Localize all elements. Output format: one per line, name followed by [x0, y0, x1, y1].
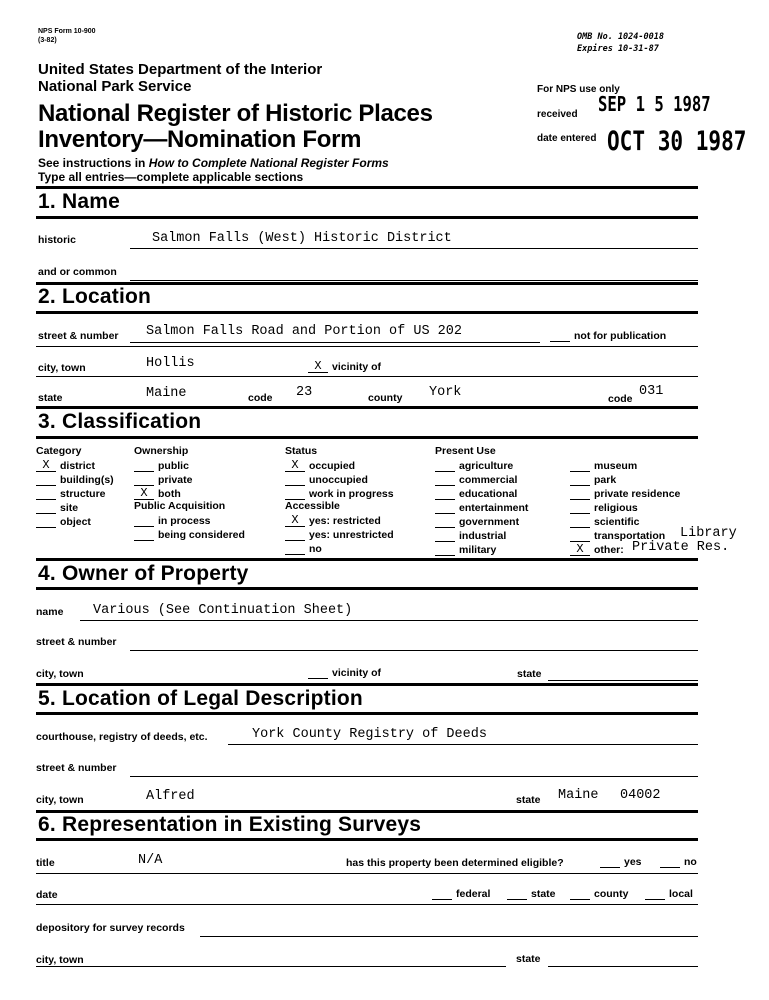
ownership-option[interactable] [134, 472, 192, 486]
survey-date-label: date [36, 889, 58, 901]
present-use-heading: Present Use [435, 445, 496, 457]
acquisition-heading: Public Acquisition [134, 500, 226, 512]
option-label: scientific [594, 516, 640, 528]
checkbox[interactable] [435, 516, 455, 528]
federal-option[interactable] [432, 888, 490, 900]
section-5-title: 5. Location of Legal Description [38, 687, 363, 710]
field-line [36, 346, 698, 347]
checkbox[interactable] [36, 502, 56, 514]
option-label: district [60, 460, 96, 472]
status-option[interactable] [285, 486, 394, 500]
option-label: agriculture [459, 460, 514, 472]
option-label: being considered [158, 529, 245, 541]
checkbox[interactable] [36, 488, 56, 500]
eligible-yes-option[interactable] [600, 856, 642, 868]
accessible-option[interactable] [285, 513, 394, 527]
historic-name-field[interactable]: Salmon Falls (West) Historic District [152, 231, 452, 246]
checkbox[interactable] [36, 516, 56, 528]
option-label: transportation [594, 530, 666, 542]
street-label: street & number [38, 330, 119, 342]
survey-title-label: title [36, 857, 55, 869]
option-label: state [531, 888, 556, 900]
section-1-title: 1. Name [38, 190, 120, 213]
use-option[interactable] [435, 514, 528, 528]
checkbox[interactable] [435, 488, 455, 500]
option-label: yes: unrestricted [309, 529, 394, 541]
option-label: educational [459, 488, 518, 500]
checkbox[interactable]: X [570, 544, 590, 556]
section-divider [36, 311, 698, 314]
other-use-field[interactable]: Private Res. [632, 540, 730, 555]
option-label: local [669, 888, 693, 900]
checkbox[interactable] [645, 888, 665, 900]
field-line [130, 280, 698, 281]
category-option[interactable] [36, 472, 114, 486]
local-option[interactable] [645, 888, 693, 900]
vicinity-label: vicinity of [332, 361, 382, 373]
ownership-options [134, 458, 192, 500]
status-option[interactable] [285, 458, 394, 472]
present-use-options-left [435, 458, 528, 556]
checkbox[interactable] [308, 667, 328, 679]
checkbox[interactable] [134, 515, 154, 527]
depository-label: depository for survey records [36, 922, 185, 934]
option-label: building(s) [60, 474, 114, 486]
field-line [130, 650, 698, 651]
checkbox[interactable] [285, 529, 305, 541]
use-option[interactable] [435, 472, 528, 486]
checkbox[interactable] [435, 530, 455, 542]
field-line [36, 376, 698, 377]
checkbox[interactable] [507, 888, 527, 900]
use-option[interactable] [570, 514, 680, 528]
checkbox[interactable] [285, 543, 305, 555]
nfp-checkbox[interactable] [550, 330, 570, 342]
field-line [200, 936, 698, 937]
nfp-label: not for publication [574, 330, 667, 342]
vicinity-label: vicinity of [332, 667, 382, 679]
option-label: other: [594, 544, 624, 556]
option-label: entertainment [459, 502, 529, 514]
option-label: industrial [459, 530, 507, 542]
option-label: religious [594, 502, 638, 514]
county-label: county [368, 392, 403, 404]
common-name-label: and or common [38, 266, 117, 278]
option-label: federal [456, 888, 491, 900]
acquisition-option[interactable] [134, 527, 245, 541]
checkbox[interactable] [285, 474, 305, 486]
category-option[interactable] [36, 486, 114, 500]
use-option[interactable] [570, 486, 680, 500]
section-divider [36, 216, 698, 219]
section-divider [36, 558, 698, 561]
form-title-line2: Inventory—Nomination Form [38, 126, 362, 153]
legal-street-label: street & number [36, 762, 117, 774]
legal-zip-field[interactable]: 04002 [620, 788, 661, 803]
city-label: city, town [38, 362, 86, 374]
section-divider [36, 587, 698, 590]
county-option[interactable] [570, 888, 628, 900]
option-label: military [459, 544, 497, 556]
ownership-option[interactable] [134, 486, 192, 500]
type-entries-note: Type all entries—complete applicable sections [38, 170, 304, 184]
status-heading: Status [285, 445, 318, 457]
checkbox[interactable] [570, 460, 590, 472]
checkbox[interactable]: X [285, 515, 305, 527]
checkbox[interactable] [570, 488, 590, 500]
owner-vicinity-option[interactable] [308, 667, 381, 679]
code-label: code [248, 392, 273, 404]
status-options [285, 458, 394, 500]
checkbox[interactable] [435, 544, 455, 556]
street-field[interactable]: Salmon Falls Road and Portion of US 202 [146, 324, 462, 339]
date-entered-label: date entered [537, 133, 597, 144]
use-option[interactable] [570, 472, 680, 486]
checkbox[interactable] [435, 460, 455, 472]
accessible-option[interactable] [285, 527, 394, 541]
historic-label: historic [38, 234, 76, 246]
acquisition-option[interactable] [134, 513, 245, 527]
checkbox[interactable] [134, 529, 154, 541]
checkbox[interactable]: X [134, 488, 154, 500]
option-label: government [459, 516, 520, 528]
county-field[interactable]: York [429, 385, 462, 400]
omb-number: OMB No. 1024-0018 [577, 32, 664, 42]
field-line [130, 342, 540, 343]
survey-city-label: city, town [36, 954, 84, 966]
section-3-title: 3. Classification [38, 410, 202, 433]
field-line [80, 620, 698, 621]
section-divider [36, 683, 698, 686]
section-divider [36, 436, 698, 439]
option-label: structure [60, 488, 106, 500]
field-line [548, 966, 698, 967]
field-line [36, 873, 698, 874]
option-label: park [594, 474, 617, 486]
checkbox[interactable] [570, 516, 590, 528]
checkbox[interactable] [432, 888, 452, 900]
use-option[interactable] [435, 486, 528, 500]
checkbox[interactable] [285, 488, 305, 500]
nps-use-label: For NPS use only [537, 84, 620, 95]
checkbox[interactable] [660, 856, 680, 868]
county-code-field[interactable]: 031 [639, 384, 664, 399]
not-for-publication-option[interactable] [550, 330, 666, 342]
category-option[interactable] [36, 458, 114, 472]
category-heading: Category [36, 445, 82, 457]
use-option[interactable] [435, 528, 528, 542]
option-label: no [684, 856, 697, 868]
state-field[interactable]: Maine [146, 386, 187, 401]
option-label: object [60, 516, 91, 528]
field-line [36, 966, 506, 967]
option-label: museum [594, 460, 638, 472]
checkbox[interactable] [134, 474, 154, 486]
option-label: occupied [309, 460, 356, 472]
option-label: public [158, 460, 189, 472]
category-options [36, 458, 114, 528]
section-divider [36, 712, 698, 715]
checkbox[interactable] [570, 502, 590, 514]
eligible-question: has this property been determined eligible? [346, 857, 564, 869]
department-name: United States Department of the Interior [38, 61, 323, 78]
legal-state-field[interactable]: Maine [558, 788, 599, 803]
owner-city-label: city, town [36, 668, 84, 680]
section-6-title: 6. Representation in Existing Surveys [38, 813, 422, 836]
vicinity-checkbox[interactable]: X [308, 361, 328, 373]
courthouse-label: courthouse, registry of deeds, etc. [36, 731, 208, 743]
option-label: commercial [459, 474, 518, 486]
accessible-heading: Accessible [285, 500, 340, 512]
use-option[interactable] [435, 500, 528, 514]
checkbox[interactable]: X [36, 460, 56, 472]
expires-date: Expires 10-31-87 [577, 44, 659, 54]
use-option[interactable] [570, 458, 680, 472]
city-field[interactable]: Hollis [146, 356, 195, 371]
legal-state-label: state [516, 794, 541, 806]
checkbox[interactable] [435, 474, 455, 486]
owner-name-label: name [36, 606, 64, 618]
checkbox[interactable] [134, 460, 154, 472]
section-2-title: 2. Location [38, 285, 152, 308]
option-label: in process [158, 515, 211, 527]
owner-state-label: state [517, 668, 542, 680]
option-label: unoccupied [309, 474, 368, 486]
owner-name-field[interactable]: Various (See Continuation Sheet) [93, 603, 353, 618]
field-line [36, 904, 698, 905]
form-title-line1: National Register of Historic Places [38, 100, 433, 127]
checkbox[interactable]: X [285, 460, 305, 472]
checkbox[interactable] [570, 530, 590, 542]
option-label: work in progress [309, 488, 394, 500]
ownership-heading: Ownership [134, 445, 189, 457]
field-line [130, 776, 698, 777]
section-divider [36, 838, 698, 841]
checkbox[interactable] [570, 888, 590, 900]
field-line [130, 248, 698, 249]
received-stamp: SEP 1 5 1987 [598, 92, 711, 116]
option-label: yes: restricted [309, 515, 381, 527]
vicinity-option[interactable] [308, 361, 381, 373]
checkbox[interactable] [435, 502, 455, 514]
service-name: National Park Service [38, 78, 192, 95]
field-line [548, 680, 698, 681]
accessible-options [285, 513, 394, 555]
ownership-option[interactable] [134, 458, 192, 472]
owner-street-label: street & number [36, 636, 117, 648]
legal-city-field[interactable]: Alfred [146, 789, 195, 804]
accessible-option[interactable] [285, 541, 394, 555]
field-line [228, 744, 698, 745]
state-code-field[interactable]: 23 [296, 385, 313, 400]
option-label: private [158, 474, 193, 486]
status-option[interactable] [285, 472, 394, 486]
transportation-note: Library [680, 526, 737, 541]
option-label: no [309, 543, 322, 555]
use-option[interactable] [435, 458, 528, 472]
instructions: See instructions in How to Complete National Register Forms [38, 156, 389, 170]
checkbox[interactable] [600, 856, 620, 868]
eligible-no-option[interactable] [660, 856, 697, 868]
category-option[interactable] [36, 500, 114, 514]
option-label: yes [624, 856, 642, 868]
state-label: state [38, 392, 63, 404]
checkbox[interactable] [36, 474, 56, 486]
received-label: received [537, 109, 578, 120]
section-divider [36, 406, 698, 409]
date-entered-stamp: OCT 30 1987 [607, 126, 747, 157]
form-number: NPS Form 10-900 [38, 28, 96, 35]
state-option[interactable] [507, 888, 556, 900]
courthouse-field[interactable]: York County Registry of Deeds [252, 727, 487, 742]
section-divider [36, 186, 698, 189]
option-label: both [158, 488, 181, 500]
survey-title-field[interactable]: N/A [138, 853, 163, 868]
acquisition-options [134, 513, 245, 541]
option-label: site [60, 502, 79, 514]
county-code-label: code [608, 393, 633, 405]
use-option[interactable] [570, 500, 680, 514]
checkbox[interactable] [570, 474, 590, 486]
category-option[interactable] [36, 514, 114, 528]
survey-state-label: state [516, 953, 541, 965]
use-option[interactable] [435, 542, 528, 556]
option-label: county [594, 888, 629, 900]
legal-city-label: city, town [36, 794, 84, 806]
section-4-title: 4. Owner of Property [38, 562, 249, 585]
option-label: private residence [594, 488, 681, 500]
form-revision: (3-82) [38, 37, 57, 44]
